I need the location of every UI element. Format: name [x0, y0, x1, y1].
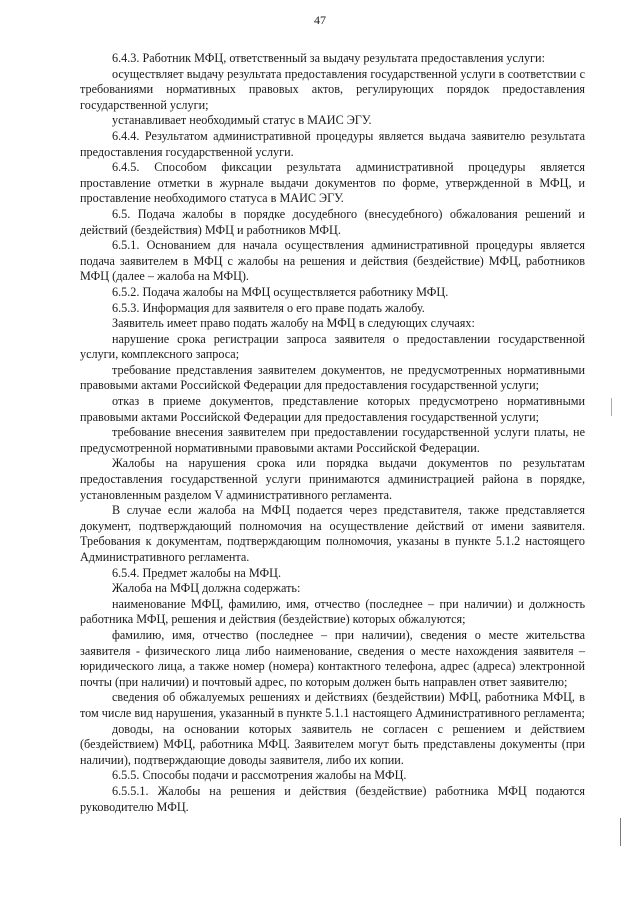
paragraph: нарушение срока регистрации запроса заявителя о предоставлении государственной услуги, комплексного запроса;	[80, 331, 585, 362]
paragraph: фамилию, имя, отчество (последнее – при наличии), сведения о месте жительства заявителя - физического лица либо наименование, сведения о месте нахождения заявителя – юридического лица, а также номер (номера) контактного телефона, адрес (адреса) электронной почты (при наличии) и почтовый адрес, по которым должен быть направлен ответ заявителю;	[80, 627, 585, 689]
paragraph: 6.5.5. Способы подачи и рассмотрения жалобы на МФЦ.	[112, 768, 407, 783]
paragraph: 6.5. Подача жалобы в порядке досудебного (внесудебного) обжалования решений и действий (бездействия) МФЦ и работников МФЦ.	[80, 206, 585, 237]
page-number: 47	[314, 13, 326, 27]
paragraph: требование внесения заявителем при предоставлении государственной услуги платы, не предусмотренной нормативными правовыми актами Российской Федерации.	[80, 425, 585, 455]
paragraph: осуществляет выдачу результата предоставления государственной услуги в соответствии с требованиями нормативных правовых актов, регулирующих порядок предоставления государственной услуги;	[80, 66, 585, 112]
scan-mark	[620, 818, 621, 846]
paragraph: доводы, на основании которых заявитель не согласен с решением и действием (бездействием) МФЦ, работника МФЦ. Заявителем могут быть представлены документы (при наличии), подтверждающие доводы заявителя, либо их копии.	[80, 721, 585, 767]
paragraph: 6.5.1. Основанием для начала осуществления административной процедуры является подача заявителем в МФЦ с жалобы на решения и действия (бездействие) МФЦ, работников МФЦ (далее – жалоба на МФЦ).	[80, 238, 585, 284]
paragraph: Жалоба на МФЦ должна содержать:	[112, 581, 301, 596]
scan-mark	[611, 398, 612, 416]
paragraph: устанавливает необходимый статус в МАИС ЭГУ.	[112, 113, 372, 128]
paragraph: 6.4.3. Работник МФЦ, ответственный за выдачу результата предоставления услуги:	[112, 51, 545, 65]
paragraph: требование представления заявителем документов, не предусмотренных нормативными правовыми актами Российской Федерации для предоставления государственной услуги;	[80, 362, 585, 393]
paragraph: Жалобы на нарушения срока или порядка выдачи документов по результатам предоставления государственной услуги принимаются администрацией района в порядке, установленным разделом V административного регламента.	[80, 456, 585, 502]
paragraph: В случае если жалоба на МФЦ подается через представителя, также представляется документ, подтверждающий полномочия на осуществление действий от имени заявителя. Требования к документам, подтверждающим полномочия, указаны в пункте 5.1.2 настоящего Административного регламента.	[80, 503, 585, 564]
paragraph: отказ в приеме документов, представление которых предусмотрено нормативными правовыми актами Российской Федерации для предоставления государственной услуги;	[80, 394, 585, 424]
paragraph: наименование МФЦ, фамилию, имя, отчество (последнее – при наличии) и должность работника МФЦ, решения и действия (бездействие) которых обжалуются;	[80, 596, 585, 627]
paragraph: 6.5.4. Предмет жалобы на МФЦ.	[112, 565, 281, 580]
paragraph: 6.5.3. Информация для заявителя о его праве подать жалобу.	[112, 300, 425, 315]
paragraph: сведения об обжалуемых решениях и действиях (бездействии) МФЦ, работника МФЦ, в том числе вид нарушения, указанный в пункте 5.1.1 настоящего Административного регламента;	[80, 690, 585, 720]
paragraph: 6.5.2. Подача жалобы на МФЦ осуществляется работнику МФЦ.	[112, 284, 449, 299]
paragraph: 6.5.5.1. Жалобы на решения и действия (бездействие) работника МФЦ подаются руководителю МФЦ.	[80, 783, 585, 814]
document-body	[80, 51, 585, 815]
paragraph: 6.4.5. Способом фиксации результата административной процедуры является проставление отметки в журнале выдачи документов по форме, утвержденной в МФЦ, и проставление необходимого статуса в МАИС ЭГУ.	[80, 160, 585, 206]
paragraph: 6.4.4. Результатом административной процедуры является выдача заявителю результата предоставления государственной услуги.	[80, 128, 585, 159]
paragraph: Заявитель имеет право подать жалобу на МФЦ в следующих случаях:	[112, 316, 475, 331]
